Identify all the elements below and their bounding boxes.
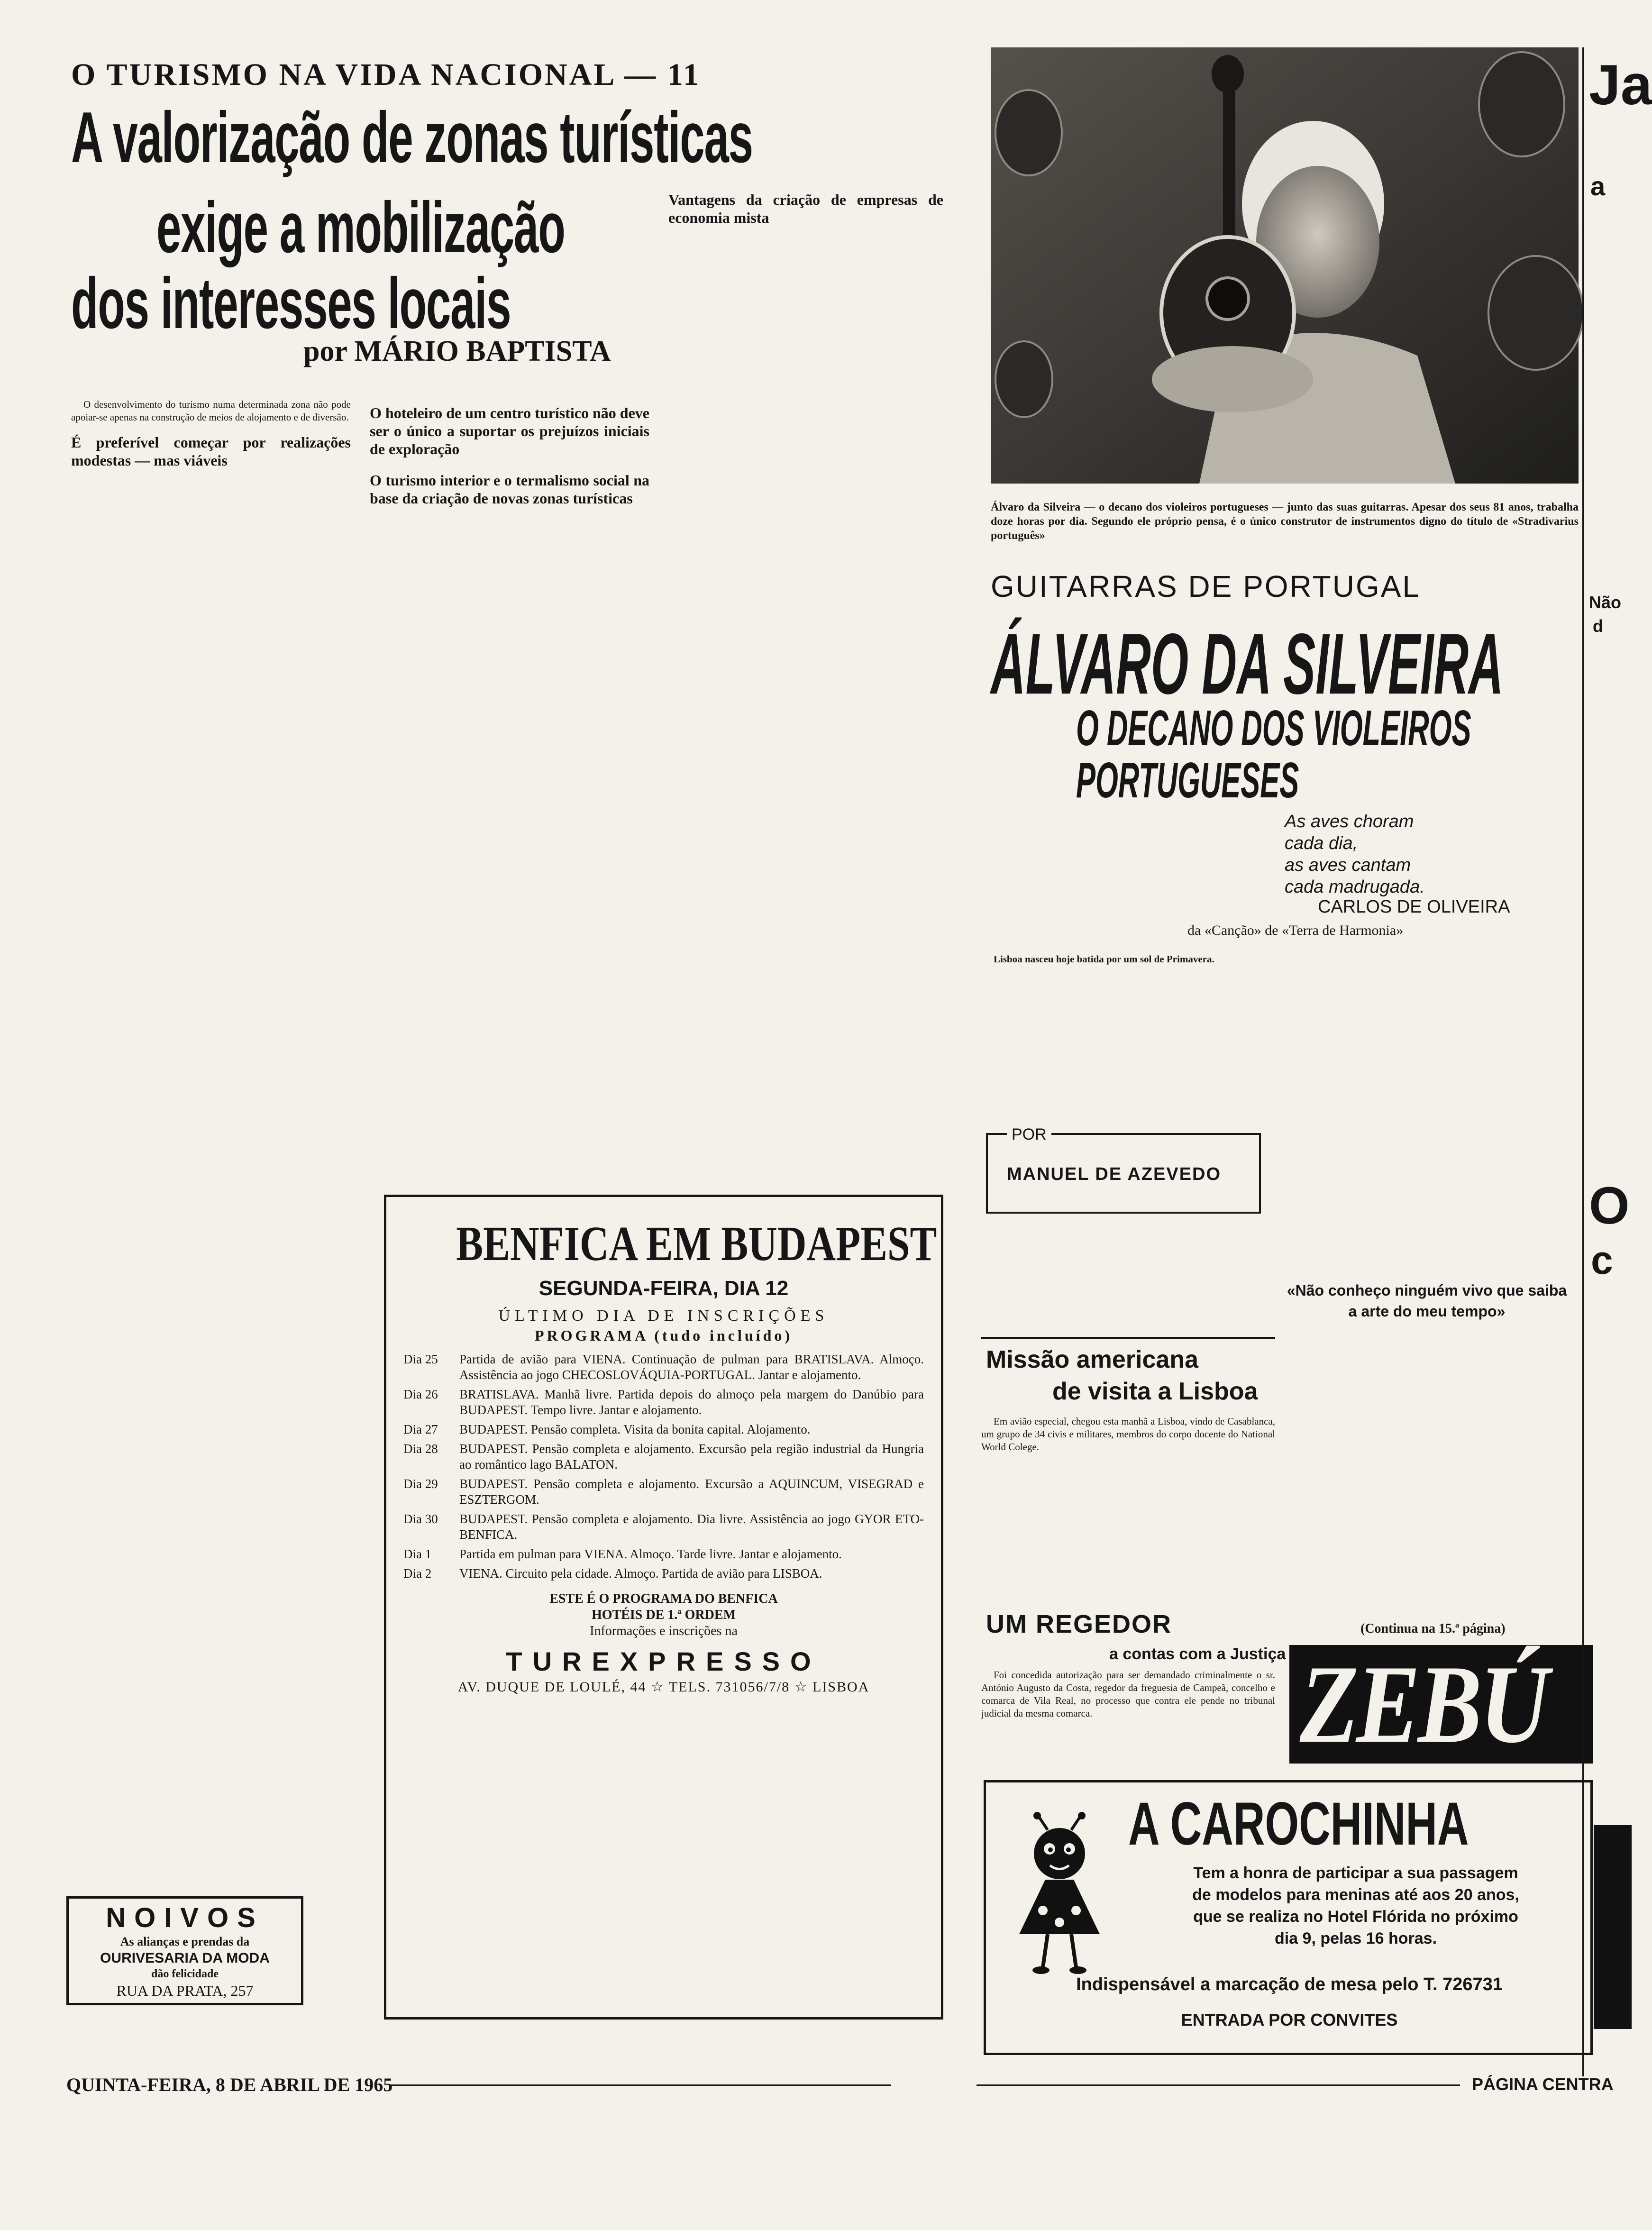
itinerary-text: BUDAPEST. Pensão completa e alojamento. Dia livre. Assistência ao jogo GYOR ETO-BENFICA.: [459, 1512, 924, 1542]
missao-title-2: de visita a Lisboa: [1052, 1378, 1258, 1405]
carochinha-entry: ENTRADA POR CONVITES: [1181, 2010, 1398, 2029]
poem-line-4: cada madrugada.: [1285, 877, 1425, 897]
right-column-rule: [1582, 47, 1584, 2076]
carochinha-title: A CAROCHINHA: [1128, 1790, 1469, 1858]
series-title: O TURISMO NA VIDA NACIONAL — 11: [71, 57, 701, 92]
continued-note: (Continua na 15.ª página): [1360, 1621, 1506, 1636]
carochinha-text: [1128, 1862, 1583, 1949]
photo-illustration: [991, 47, 1579, 484]
carochinha-line-3: que se realiza no Hotel Flórida no próximo: [1193, 1908, 1518, 1926]
itinerary-day: Dia 30: [403, 1512, 438, 1526]
subhead-vantagens: Vantagens da criação de empresas de economia mista: [668, 191, 943, 226]
benfica-ad: [384, 1195, 943, 2020]
noivos-address: RUA DA PRATA, 257: [116, 1982, 254, 1999]
author-name: MANUEL DE AZEVEDO: [1007, 1164, 1222, 1184]
photo-alvaro-silveira: [991, 47, 1579, 484]
zebu-ad: [1289, 1645, 1593, 1764]
tourism-column-3: [668, 185, 943, 233]
footer-rule-right: [977, 2084, 1460, 2086]
edge-headline-ja: Ja: [1589, 53, 1652, 117]
regedor-subtitle: a contas com a Justiça: [1109, 1645, 1286, 1663]
poem-line-1: As aves choram: [1285, 812, 1414, 832]
guitar-headline: ÁLVARO DA SILVEIRA: [991, 615, 1504, 712]
photo-caption: Álvaro da Silveira — o decano dos violeiros portugueses — junto das suas guitarras. Apesar dos seus 81 anos, trabalha doze horas por dia. Segundo ele próprio pensa, é o único construtor de instrumentos digno do título de «Stradivarius português»: [991, 501, 1579, 542]
zebu-wordmark: ZEBÚ: [1300, 1643, 1547, 1766]
edge-subhead-d: d: [1593, 616, 1603, 636]
missao-body: [981, 1415, 1275, 1458]
noivos-line-3: dão felicidade: [151, 1968, 219, 1980]
regedor-paragraph: Foi concedida autorização para ser demandado criminalmente o sr. António Augusto da Costa, regedor da freguesia de Campeã, concelho e comarca de Vila Real, no processo que contra ele pende no tribunal judicial da mesma comarca.: [981, 1669, 1275, 1719]
guitar-column-1: [981, 953, 1275, 970]
guitar-kicker: GUITARRAS DE PORTUGAL: [991, 569, 1421, 603]
itinerary-row: [403, 1422, 924, 1437]
author-box: [986, 1125, 1261, 1214]
benfica-address: AV. DUQUE DE LOULÉ, 44 ☆ TELS. 731056/7/8 ☆ LISBOA: [457, 1679, 870, 1695]
itinerary-day: Dia 26: [403, 1387, 438, 1401]
subhead-hoteleiro: O hoteleiro de um centro turístico não deve ser o único a suportar os prejuízos iniciais de exploração: [370, 404, 649, 457]
benfica-itinerary: [403, 1352, 924, 1581]
missao-top-rule: [981, 1337, 1275, 1339]
itinerary-row: [403, 1352, 924, 1383]
poem-line-2: cada dia,: [1285, 833, 1358, 853]
noivos-ad: [66, 1896, 303, 2005]
footer-date: QUINTA-FEIRA, 8 DE ABRIL DE 1965: [66, 2074, 393, 2095]
edge-headline-c: c: [1591, 1238, 1613, 1282]
regedor-body: [981, 1669, 1275, 1724]
guitar-quote-head: «Não conheço ninguém vivo que saiba a arte do meu tempo»: [1287, 1282, 1567, 1320]
noivos-title: NOIVOS: [106, 1902, 264, 1933]
itinerary-day: Dia 2: [403, 1566, 432, 1581]
edge-subhead-a: a: [1590, 171, 1606, 201]
benfica-date: SEGUNDA-FEIRA, DIA 12: [538, 1277, 789, 1300]
itinerary-text: Partida de avião para VIENA. Continuação de pulman para BRATISLAVA. Almoço. Assistência ao jogo CHECOSLOVÁQUIA-PORTUGAL. Jantar e alojamento.: [459, 1352, 924, 1382]
regedor-title: UM REGEDOR: [986, 1610, 1172, 1638]
footer-rule-left: [389, 2084, 891, 2086]
noivos-line-1: As alianças e prendas da: [120, 1935, 250, 1948]
benfica-note-2: HOTÉIS DE 1.ª ORDEM: [592, 1608, 736, 1622]
byline: por MÁRIO BAPTISTA: [303, 335, 611, 367]
itinerary-text: BUDAPEST. Pensão completa e alojamento. Excursão pela região industrial da Hungria ao romântico lago BALATON.: [459, 1442, 924, 1471]
itinerary-row: [403, 1441, 924, 1472]
tourism-column-1: [71, 398, 351, 476]
edge-subhead-nao: Não: [1589, 593, 1622, 612]
author-label: POR: [1007, 1125, 1051, 1144]
guitar-lead: Lisboa nasceu hoje batida por um sol de Primavera.: [994, 953, 1214, 965]
lead-paragraph: O desenvolvimento do turismo numa determinada zona não pode apoiar-se apenas na construção de meios de alojamento e de diversão.: [71, 399, 351, 423]
benfica-program: PROGRAMA (tudo incluído): [534, 1327, 793, 1344]
subhead-modest: É preferível começar por realizações modestas — mas viáveis: [71, 434, 351, 469]
benfica-agency: TUREXPRESSO: [506, 1646, 821, 1676]
noivos-line-2: OURIVESARIA DA MODA: [100, 1950, 270, 1966]
itinerary-row: [403, 1476, 924, 1508]
headline-line-1: A valorização de zonas turísticas: [71, 97, 753, 178]
itinerary-text: VIENA. Circuito pela cidade. Almoço. Partida de avião para LISBOA.: [459, 1566, 822, 1581]
benfica-title: BENFICA EM BUDAPEST: [456, 1216, 937, 1271]
carochinha-ad: [984, 1780, 1593, 2055]
tourism-column-2: [370, 398, 649, 514]
footer-page: PÁGINA CENTRA: [1472, 2075, 1614, 2094]
carochinha-line-4: dia 9, pelas 16 horas.: [1274, 1929, 1437, 1947]
itinerary-day: Dia 28: [403, 1442, 438, 1456]
headline-line-3: dos interesses locais: [71, 263, 511, 344]
guitar-subhead-2: PORTUGUESES: [1076, 752, 1299, 808]
headline-line-2: exige a mobilização: [156, 187, 565, 268]
itinerary-row: [403, 1387, 924, 1418]
edge-ad-box: [1594, 1825, 1632, 2029]
itinerary-row: [403, 1546, 924, 1562]
benfica-deadline: ÚLTIMO DIA DE INSCRIÇÕES: [498, 1307, 829, 1325]
itinerary-text: BUDAPEST. Pensão completa e alojamento. Excursão a AQUINCUM, VISEGRAD e ESZTERGOM.: [459, 1477, 924, 1507]
ladybug-doll-icon: [1010, 1816, 1109, 1977]
subhead-turismo-interior: O turismo interior e o termalismo social na base da criação de novas zonas turísticas: [370, 472, 649, 507]
itinerary-day: Dia 1: [403, 1547, 432, 1561]
poet-name: CARLOS DE OLIVEIRA: [1318, 897, 1510, 917]
itinerary-text: Partida em pulman para VIENA. Almoço. Tarde livre. Jantar e alojamento.: [459, 1547, 842, 1561]
poem-source: da «Canção» de «Terra de Harmonia»: [1187, 923, 1404, 938]
itinerary-day: Dia 29: [403, 1477, 438, 1491]
benfica-note-3: Informações e inscrições na: [590, 1624, 738, 1638]
itinerary-day: Dia 27: [403, 1422, 438, 1436]
benfica-note-1: ESTE É O PROGRAMA DO BENFICA: [549, 1591, 778, 1606]
missao-title-1: Missão americana: [986, 1346, 1199, 1373]
missao-paragraph: Em avião especial, chegou esta manhã a Lisboa, vindo de Casablanca, um grupo de 34 civis e militares, membros do corpo docente do National World Colege.: [981, 1416, 1275, 1453]
carochinha-reservation: Indispensável a marcação de mesa pelo T. 726731: [1076, 1974, 1503, 1994]
guitar-subhead-1: O DECANO DOS VIOLEIROS: [1076, 700, 1471, 756]
itinerary-text: BUDAPEST. Pensão completa. Visita da bonita capital. Alojamento.: [459, 1422, 811, 1436]
carochinha-line-2: de modelos para meninas até aos 20 anos,: [1192, 1886, 1519, 1904]
itinerary-row: [403, 1566, 924, 1581]
itinerary-text: BRATISLAVA. Manhã livre. Partida depois do almoço pela margem do Danúbio para BUDAPEST. Tempo livre. Jantar e alojamento.: [459, 1387, 924, 1417]
poem-line-3: as aves cantam: [1285, 855, 1411, 875]
itinerary-day: Dia 25: [403, 1352, 438, 1366]
carochinha-line-1: Tem a honra de participar a sua passagem: [1193, 1864, 1518, 1882]
edge-headline-o: O: [1589, 1177, 1630, 1235]
guitar-poem: [1285, 811, 1425, 898]
itinerary-row: [403, 1511, 924, 1543]
